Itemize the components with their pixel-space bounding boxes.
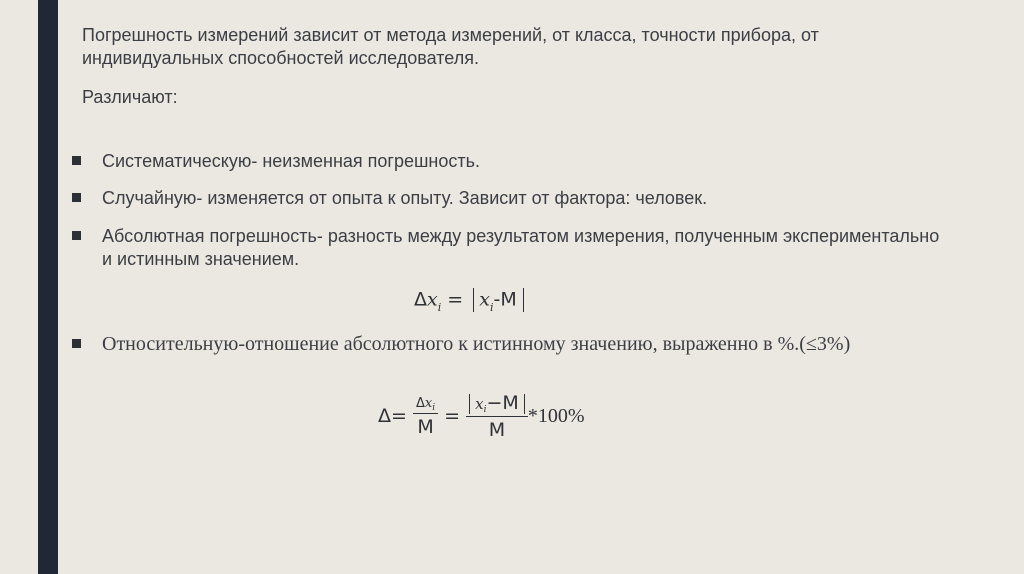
subhead-text: Различают:	[82, 87, 178, 107]
fraction-denominator: М	[417, 415, 434, 438]
bullet-square-icon	[72, 231, 81, 240]
abs-bar-left	[469, 394, 470, 414]
formula-relative-error	[378, 392, 584, 441]
fraction-abs-over-m	[466, 392, 528, 441]
bullet-square-icon	[72, 339, 81, 348]
formula-equals: =	[444, 405, 461, 427]
slide-side-bar	[38, 0, 58, 574]
formula-var-x: x	[424, 395, 433, 411]
fraction-denominator: М	[488, 419, 506, 441]
bullet-text: Абсолютная погрешность- разность между результатом измерения, полученным экспериментально и истинным значением.	[102, 226, 940, 269]
formula-lhs: Δ=	[378, 405, 407, 427]
formula-minus-m: −М	[486, 392, 519, 414]
formula-percent-tail: *100%	[527, 405, 585, 427]
formula-equals: =	[447, 288, 464, 311]
formula-minus-m: -М	[493, 288, 517, 311]
formula-delta: Δ	[414, 288, 427, 311]
formula-sub-i: i	[432, 402, 436, 413]
bullet-text: Систематическую- неизменная погрешность.	[102, 151, 480, 171]
bullet-text: Относительную-отношение абсолютного к истинному значению, выраженно в %.(≤3%)	[102, 333, 851, 355]
formula-sub-i: i	[437, 300, 442, 314]
bullet-square-icon	[72, 193, 81, 202]
fraction-delta-over-m	[413, 396, 438, 438]
formula-sub-i: i	[489, 300, 494, 314]
bullet-square-icon	[72, 156, 81, 165]
abs-bar-right	[523, 288, 524, 312]
formula-delta: Δ	[415, 395, 425, 411]
formula-var-x: x	[479, 288, 490, 311]
intro-paragraph: Погрешность измерений зависит от метода измерений, от класса, точности прибора, от индивидуальных способностей исследователя.	[82, 25, 819, 68]
abs-bar-left	[473, 288, 474, 312]
bullet-text: Случайную- изменяется от опыта к опыту. Зависит от фактора: человек.	[102, 188, 708, 208]
formula-var-x: x	[475, 395, 484, 413]
abs-bar-right	[524, 394, 525, 414]
formula-var-x: x	[427, 288, 438, 311]
formula-sub-i: i	[483, 405, 487, 415]
formula-absolute-error	[414, 288, 524, 312]
